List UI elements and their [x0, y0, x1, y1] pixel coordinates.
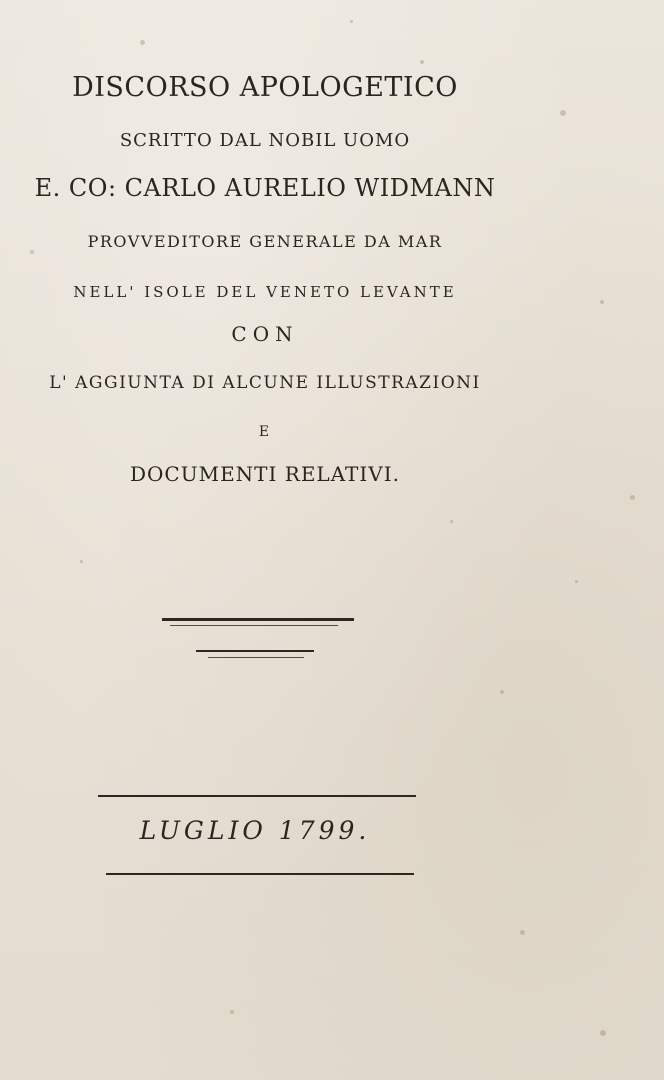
foxing-spot: [520, 930, 525, 935]
author-office: PROVVEDITORE GENERALE DA MAR: [87, 232, 443, 251]
foxing-spot: [230, 1010, 234, 1014]
author-name: E. CO: CARLO AURELIO WIDMANN: [34, 174, 496, 202]
foxing-spot: [500, 690, 504, 694]
date-rule-top: [98, 795, 416, 797]
foxing-spot: [560, 110, 566, 116]
foxing-spot: [140, 40, 145, 45]
book-title: DISCORSO APOLOGETICO: [72, 72, 458, 103]
con-line: CON: [231, 322, 299, 346]
addition-line: L' AGGIUNTA DI ALCUNE ILLUSTRAZIONI: [49, 373, 481, 393]
foxing-spot: [80, 560, 83, 563]
ornamental-rule-lower-thin: [208, 657, 304, 658]
publication-date: LUGLIO 1799.: [139, 816, 371, 845]
ornamental-rule-lower-thick: [196, 650, 314, 652]
foxing-spot: [450, 520, 453, 523]
foxing-spot: [420, 60, 424, 64]
ornamental-rule-upper-thin: [170, 625, 338, 626]
foxing-spot: [600, 300, 604, 304]
documents-line: DOCUMENTI RELATIVI.: [130, 462, 400, 486]
foxing-spot: [600, 1030, 606, 1036]
ornamental-rule-upper-thick: [162, 618, 354, 621]
foxing-spot: [630, 495, 635, 500]
written-by-line: SCRITTO DAL NOBIL UOMO: [119, 130, 411, 151]
date-rule-bottom: [106, 873, 414, 875]
conjunction-line: E: [258, 424, 272, 440]
office-place: NELL' ISOLE DEL VENETO LEVANTE: [73, 283, 457, 301]
foxing-spot: [575, 580, 578, 583]
foxing-spot: [350, 20, 353, 23]
